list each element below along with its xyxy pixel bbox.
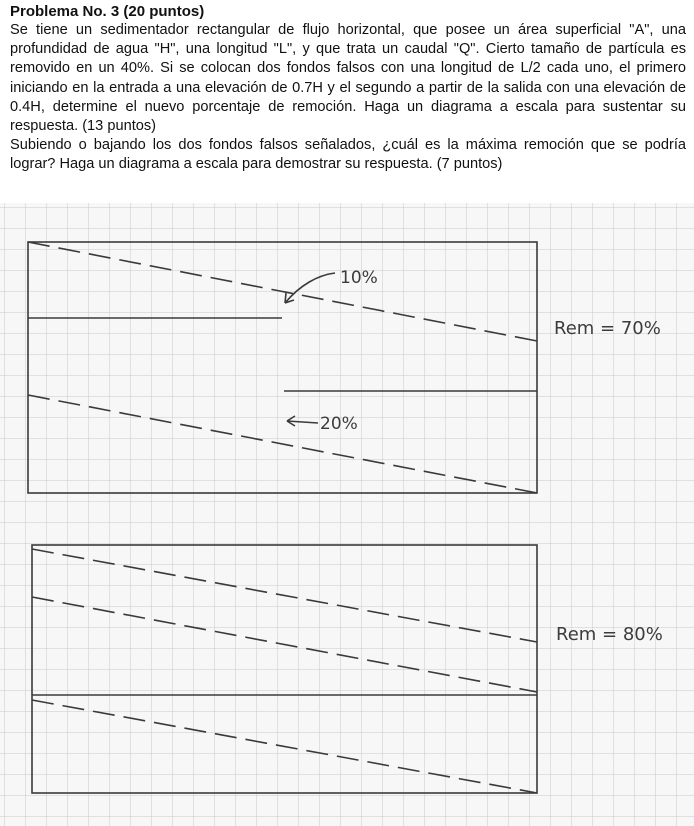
removal-result-2: Rem = 80% <box>556 624 663 645</box>
removal-result-1: Rem = 70% <box>554 318 661 339</box>
annotation-10-percent: 10% <box>340 268 378 288</box>
problem-statement <box>10 2 686 175</box>
handwritten-solution-photo <box>0 203 694 826</box>
problem-paragraph-2: Subiendo o bajando los dos fondos falsos señalados, ¿cuál es la máxima remoción que se podría lograr? Haga un diagrama a escala para demostrar su respuesta. (7 puntos) <box>10 137 686 173</box>
problem-title: Problema No. 3 (20 puntos) <box>10 3 205 20</box>
problem-paragraph-1: Se tiene un sedimentador rectangular de flujo horizontal, que posee un área superficial "A", una profundidad de agua "H", una longitud "L", y que trata un caudal "Q". Cierto tamaño de partícula es removido en un 40%. Si se colocan dos fondos falsos con una longitud de L/2 cada uno, el primero iniciando en la entrada a una elevación de 0.7H y el segundo a partir de la salida con una elevación de 0.4H, determine el nuevo porcentaje de remoción. Haga un diagrama a escala para sustentar su respuesta. (13 puntos) <box>10 22 686 135</box>
annotation-20-percent: 20% <box>320 414 358 434</box>
